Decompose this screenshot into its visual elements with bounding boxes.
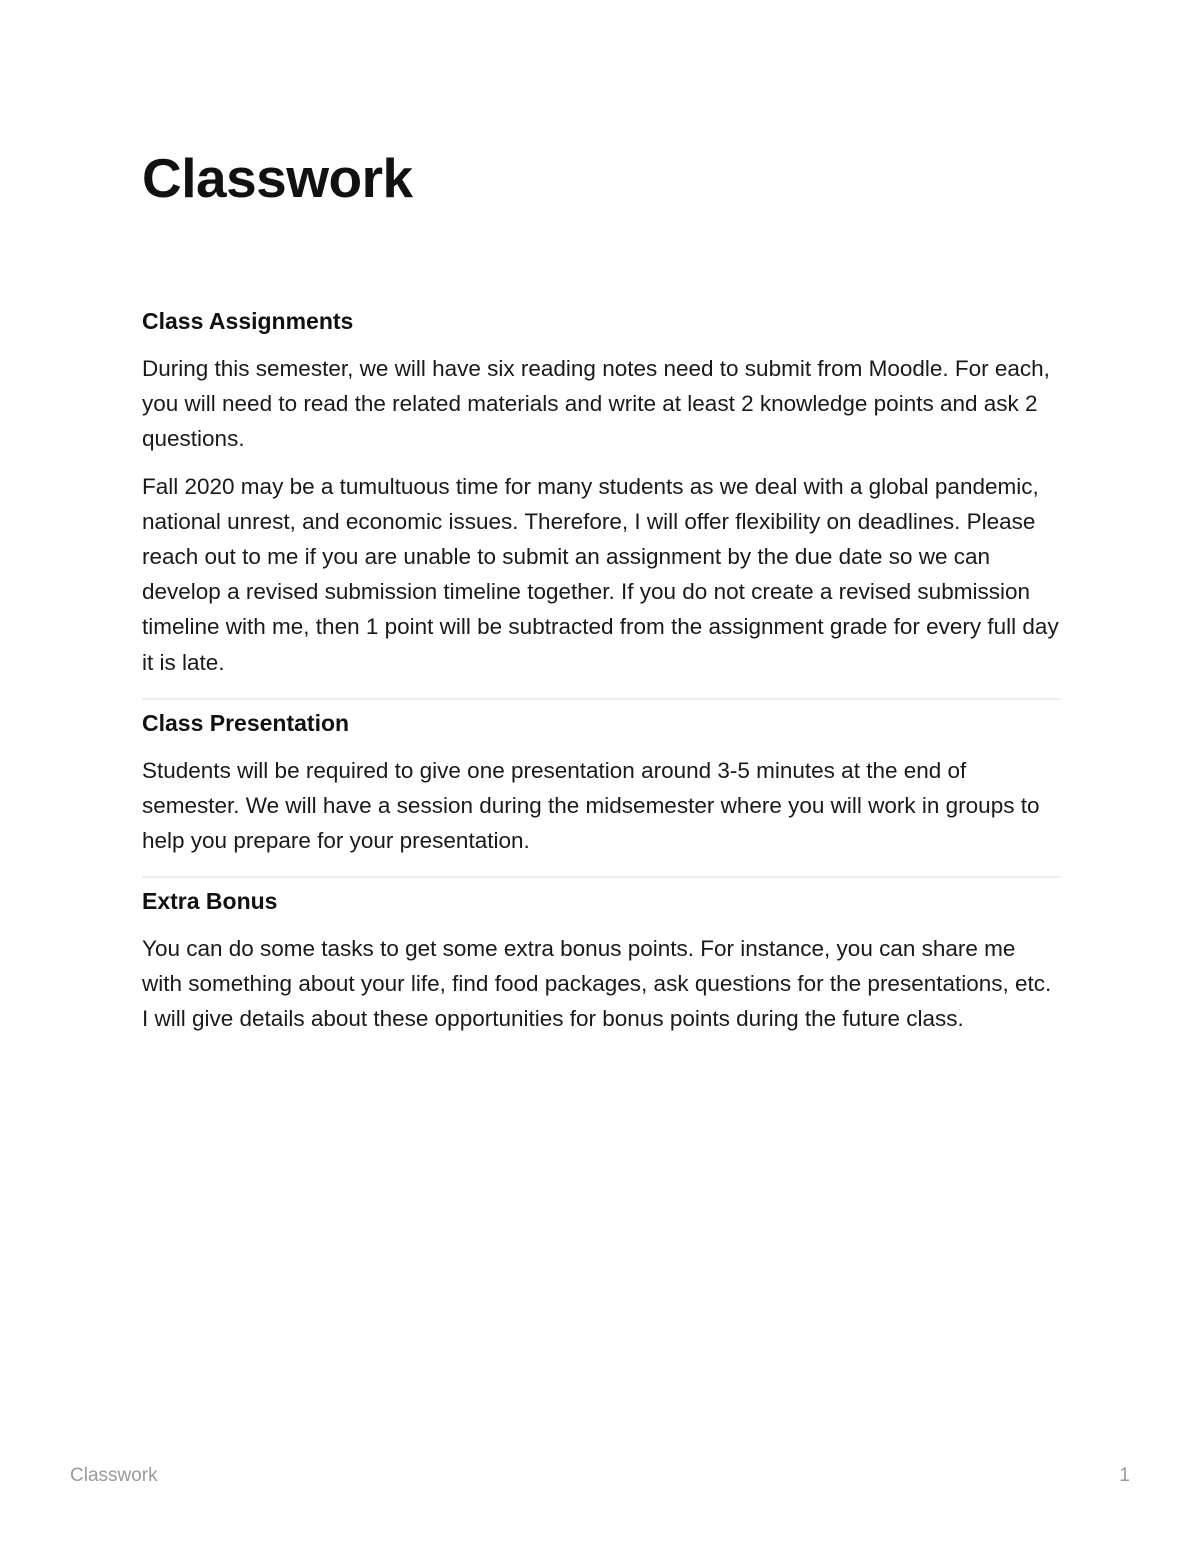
section-heading: Extra Bonus bbox=[142, 888, 278, 914]
section-heading: Class Presentation bbox=[142, 710, 350, 736]
section-extra-bonus bbox=[142, 886, 1060, 1037]
section-heading: Class Assignments bbox=[142, 308, 354, 334]
section-class-presentation bbox=[142, 708, 1060, 859]
paragraph: Students will be required to give one presentation around 3-5 minutes at the end of semester. We will have a session during the midsemester where you will work in groups to help you prepare for your presentation. bbox=[142, 758, 1040, 854]
section-divider bbox=[142, 698, 1060, 700]
footer-document-name: Classwork bbox=[70, 1465, 158, 1486]
footer-page-number: 1 bbox=[1119, 1465, 1130, 1486]
page-title: Classwork bbox=[142, 147, 413, 209]
section-class-assignments bbox=[142, 306, 1060, 680]
section-divider bbox=[142, 876, 1060, 878]
paragraph: During this semester, we will have six reading notes need to submit from Moodle. For each, you will need to read the related materials and write at least 2 knowledge points and ask 2 questions. bbox=[142, 356, 1050, 452]
paragraph: Fall 2020 may be a tumultuous time for many students as we deal with a global pandemic, national unrest, and economic issues. Therefore, I will offer flexibility on deadlines. Please reach out to me if you are unable to submit an assignment by the due date so we can develop a revised submission timeline together. If you do not create a revised submission timeline with me, then 1 point will be subtracted from the assignment grade for every full day it is late. bbox=[142, 473, 1059, 675]
paragraph: You can do some tasks to get some extra bonus points. For instance, you can share me with something about your life, find food packages, ask questions for the presentations, etc. I will give details about these opportunities for bonus points during the future class. bbox=[142, 936, 1052, 1032]
